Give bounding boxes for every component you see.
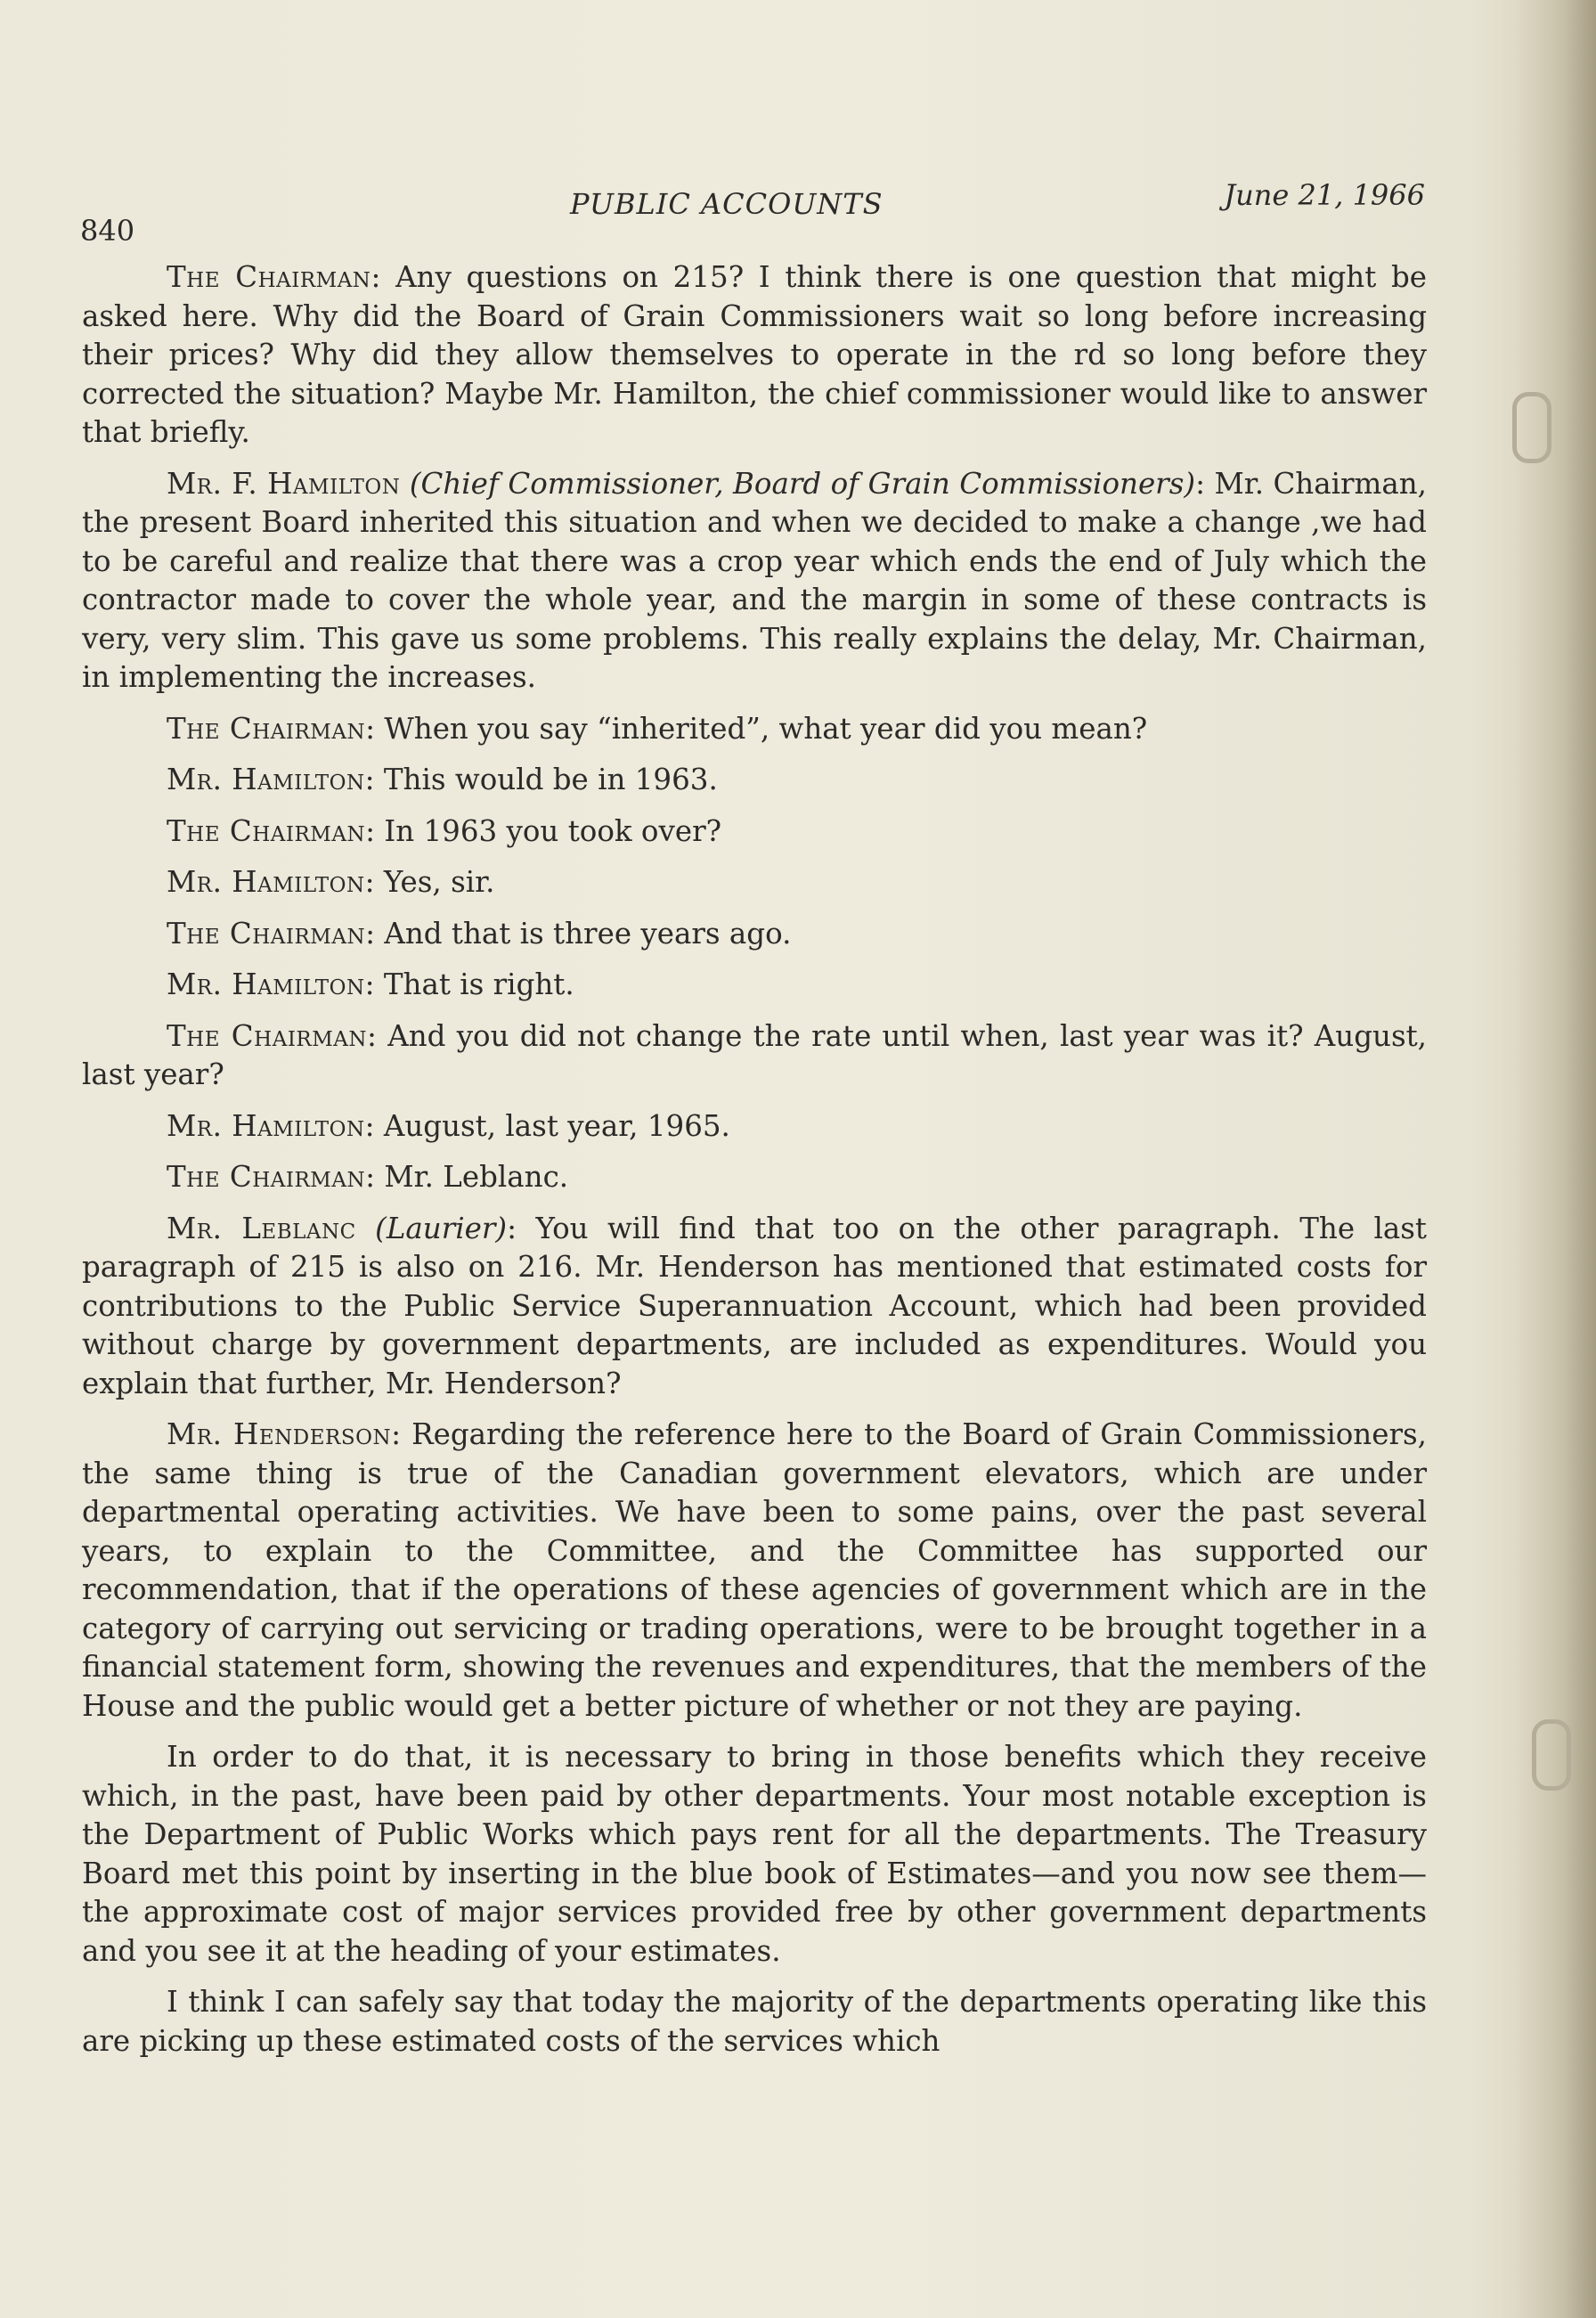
affiliation: (Laurier) — [375, 1211, 508, 1245]
paragraph-5 — [82, 812, 1427, 852]
speech: August, last year, 1965. — [383, 1108, 730, 1143]
speaker: Mr. Hamilton — [167, 763, 365, 796]
separator: : — [365, 916, 385, 951]
page-date: June 21, 1966 — [1224, 178, 1425, 212]
separator: : — [364, 865, 384, 899]
speech: In 1963 you took over? — [384, 813, 722, 848]
separator: : — [370, 260, 396, 294]
affiliation: (Chief Commissioner, Board of Grain Commissioners) — [409, 466, 1196, 501]
separator: : — [364, 763, 384, 796]
paragraph-8 — [82, 966, 1427, 1005]
speech: When you say “inherited”, what year did you mean? — [384, 711, 1148, 746]
paragraph-6 — [82, 863, 1427, 902]
paragraph-2 — [82, 465, 1427, 698]
speech: This would be in 1963. — [383, 763, 718, 796]
running-title: PUBLIC ACCOUNTS — [570, 187, 884, 221]
speech: That is right. — [383, 967, 574, 1001]
speech: And that is three years ago. — [384, 916, 792, 951]
speech: Any questions on 215? I think there is one question that might be asked here. Why did the Board of Grain Commissioners wait so long before increasing their prices? Why did they allow themselves to operate in the rd so long before they corrected the situation? Maybe Mr. Hamilton, the chief commissioner would like to answer that briefly. — [82, 260, 1427, 449]
page-number: 840 — [80, 214, 135, 248]
paragraph-11 — [82, 1158, 1427, 1197]
page-header — [80, 178, 1425, 248]
separator: : — [507, 1211, 536, 1245]
paragraph-10 — [82, 1107, 1427, 1147]
speech: Mr. Chairman, the present Board inherited this situation and when we decided to make a change ,we had to be careful and realize that there was a crop year which ends the end of July which the contractor made to cover the whole year, and the margin in some of these contracts is very, very slim. This gave us some problems. This really explains the delay, Mr. Chairman, in implementing the increases. — [82, 466, 1428, 694]
speech: Yes, sir. — [383, 865, 495, 899]
speaker: Mr. Henderson — [167, 1417, 392, 1451]
paragraph-9 — [82, 1017, 1427, 1095]
paragraph-7 — [82, 915, 1427, 954]
paragraph-15 — [82, 1983, 1427, 2061]
paragraph-4 — [82, 761, 1427, 800]
separator: : — [364, 1108, 384, 1143]
binding-clip-mark-lower — [1532, 1719, 1571, 1791]
speech: Mr. Leblanc. — [384, 1160, 569, 1194]
speech: You will find that too on the other paragraph. The last paragraph of 215 is also on 216. Mr. Henderson has mentioned that estimated costs for contributions to the Public Service Superannuation Account, which had been provided without charge by government departments, are included as expenditures. Would you explain that further, Mr. Henderson? — [82, 1211, 1427, 1400]
speech: In order to do that, it is necessary to bring in those benefits which they receive which, in the past, have been paid by other departments. Your most notable exception is the Department of Public Works which pays rent for all the departments. The Treasury Board met this point by inserting in the blue book of Estimates—and you now see them—the approximate cost of major services provided free by other government departments and you see it at the heading of your estimates. — [82, 1740, 1427, 1968]
separator: : — [365, 711, 385, 746]
transcript-body — [82, 258, 1427, 2073]
paragraph-14 — [82, 1738, 1427, 1971]
speaker: The Chairman — [167, 711, 366, 746]
speaker: Mr. Hamilton — [167, 865, 365, 899]
paragraph-1 — [82, 258, 1427, 453]
speaker: Mr. Hamilton — [167, 967, 365, 1001]
paragraph-3 — [82, 710, 1427, 749]
binding-clip-mark-upper — [1512, 392, 1551, 463]
book-gutter-shadow — [1516, 0, 1596, 2318]
speech: I think I can safely say that today the majority of the departments operating like this are picking up these estimated costs of the services which — [82, 1985, 1427, 2058]
separator: : — [365, 813, 385, 848]
speech: And you did not change the rate until when, last year was it? August, last year? — [82, 1018, 1428, 1091]
separator: : — [391, 1417, 412, 1451]
speaker: The Chairman — [167, 260, 371, 294]
speaker: The Chairman — [167, 813, 366, 848]
speaker: The Chairman — [167, 916, 366, 951]
speaker: The Chairman — [167, 1018, 368, 1053]
separator: : — [1195, 466, 1215, 501]
paragraph-12 — [82, 1210, 1427, 1404]
speaker: The Chairman — [167, 1160, 366, 1194]
speaker: Mr. F. Hamilton — [167, 466, 401, 501]
speaker: Mr. Hamilton — [167, 1108, 365, 1143]
separator: : — [367, 1018, 388, 1053]
separator: : — [365, 1160, 385, 1194]
speech: Regarding the reference here to the Board of Grain Commissioners, the same thing is true of the Canadian government elevators, which are under departmental operating activities. We have been to some pains, over the past several years, to explain to the Committee, and the Committee has supported our recommendation, that if the operations of these agencies of government which are in the category of carrying out servicing or trading operations, were to be brought together in a financial statement form, showing the revenues and expenditures, that the members of the House and the public would get a better picture of whether or not they are paying. — [82, 1417, 1428, 1723]
speaker: Mr. Leblanc — [167, 1211, 356, 1245]
paragraph-13 — [82, 1416, 1427, 1726]
separator: : — [364, 967, 384, 1001]
